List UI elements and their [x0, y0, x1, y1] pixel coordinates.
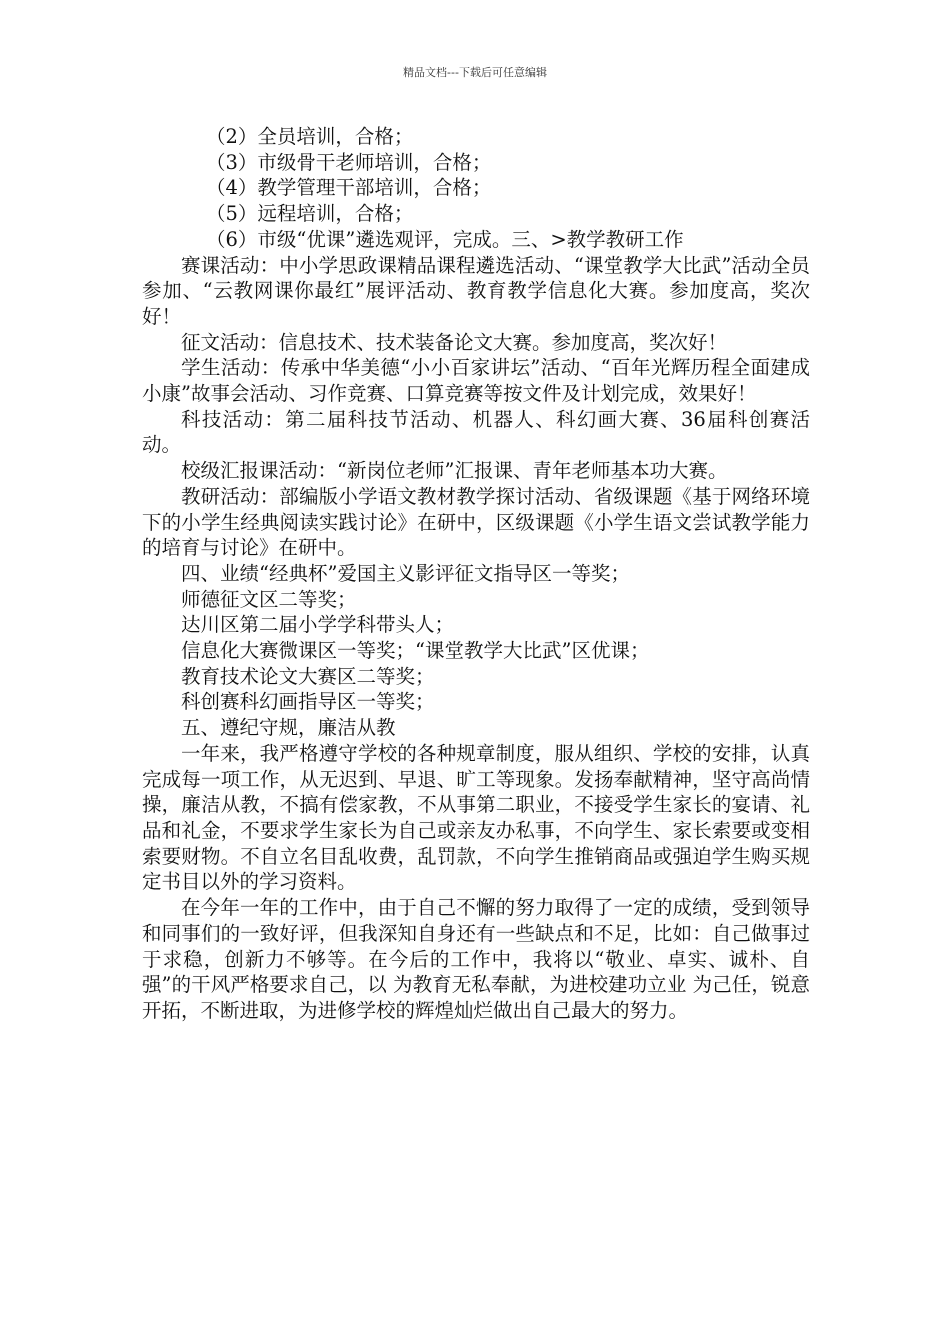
paragraph-student: 学生活动：传承中华美德“小小百家讲坛”活动、“百年光辉历程全面建成小康”故事会活动、习作竞赛、口算竞赛等按文件及计划完成，效果好！ [142, 356, 810, 406]
paragraph-essay: 征文活动：信息技术、技术装备论文大赛。参加度高，奖次好！ [181, 330, 728, 354]
achievement-line: 四、业绩“经典杯”爱国主义影评征文指导区一等奖； [181, 561, 630, 585]
paragraph-discipline: 一年来，我严格遵守学校的各种规章制度，服从组织、学校的安排，认真完成每一项工作，从无迟到、早退、旷工等现象。发扬奉献精神，坚守高尚情操，廉洁从教，不搞有偿家教，不从事第二职业，不接受学生家长的宴请、礼品和礼金，不要求学生家长为自己或亲友办私事，不向学生、家长索要或变相索要财物。不自立名目乱收费，乱罚款，不向学生推销商品或强迫学生购买规定书目以外的学习资料。 [142, 741, 810, 894]
paragraph-report-class: 校级汇报课活动：“新岗位老师”汇报课、青年老师基本功大赛。 [181, 459, 728, 483]
list-item: （3）市级骨干老师培训，合格； [206, 150, 492, 174]
paragraph-summary: 在今年一年的工作中，由于自己不懈的努力取得了一定的成绩，受到领导和同事们的一致好评，但我深知自身还有一些缺点和不足，比如：自己做事过于求稳，创新力不够等。在今后的工作中，我将以“敬业、卓实、诚朴、自强”的干风严格要求自己，以 为教育无私奉献，为进校建功立业 为己任，锐意开拓，不断进取，为进修学校的辉煌灿烂做出自己最大的努力。 [142, 896, 810, 1022]
achievement-line: 科创赛科幻画指导区一等奖； [181, 690, 435, 714]
list-item: （2）全员培训，合格； [206, 125, 414, 148]
list-item: （5）远程培训，合格； [206, 202, 414, 226]
list-item: （4）教学管理干部培训，合格； [206, 176, 492, 200]
page-header: 精品文档---下载后可任意编辑 [403, 66, 547, 79]
list-item: （6）市级“优课”遴选观评，完成。三、>教学教研工作 [206, 227, 684, 251]
achievement-line: 信息化大赛微课区一等奖；“课堂教学大比武”区优课； [181, 639, 650, 663]
section-heading: 五、遵纪守规，廉洁从教 [181, 716, 396, 740]
document-body [142, 124, 810, 1024]
paragraph-research: 教研活动：部编版小学语文教材教学探讨活动、省级课题《基于网络环境下的小学生经典阅读实践讨论》在研中，区级课题《小学生语文尝试教学能力的培育与讨论》在研中。 [142, 484, 810, 560]
paragraph-competition: 赛课活动：中小学思政课精品课程遴选活动、“课堂教学大比武”活动全员参加、“云教网课你最红”展评活动、教育教学信息化大赛。参加度高，奖次好！ [142, 253, 810, 328]
achievement-line: 师德征文区二等奖； [181, 587, 357, 611]
paragraph-tech: 科技活动：第二届科技节活动、机器人、科幻画大赛、36届科创赛活动。 [142, 407, 810, 457]
achievement-line: 达川区第二届小学学科带头人； [181, 613, 455, 637]
achievement-line: 教育技术论文大赛区二等奖； [181, 664, 435, 688]
